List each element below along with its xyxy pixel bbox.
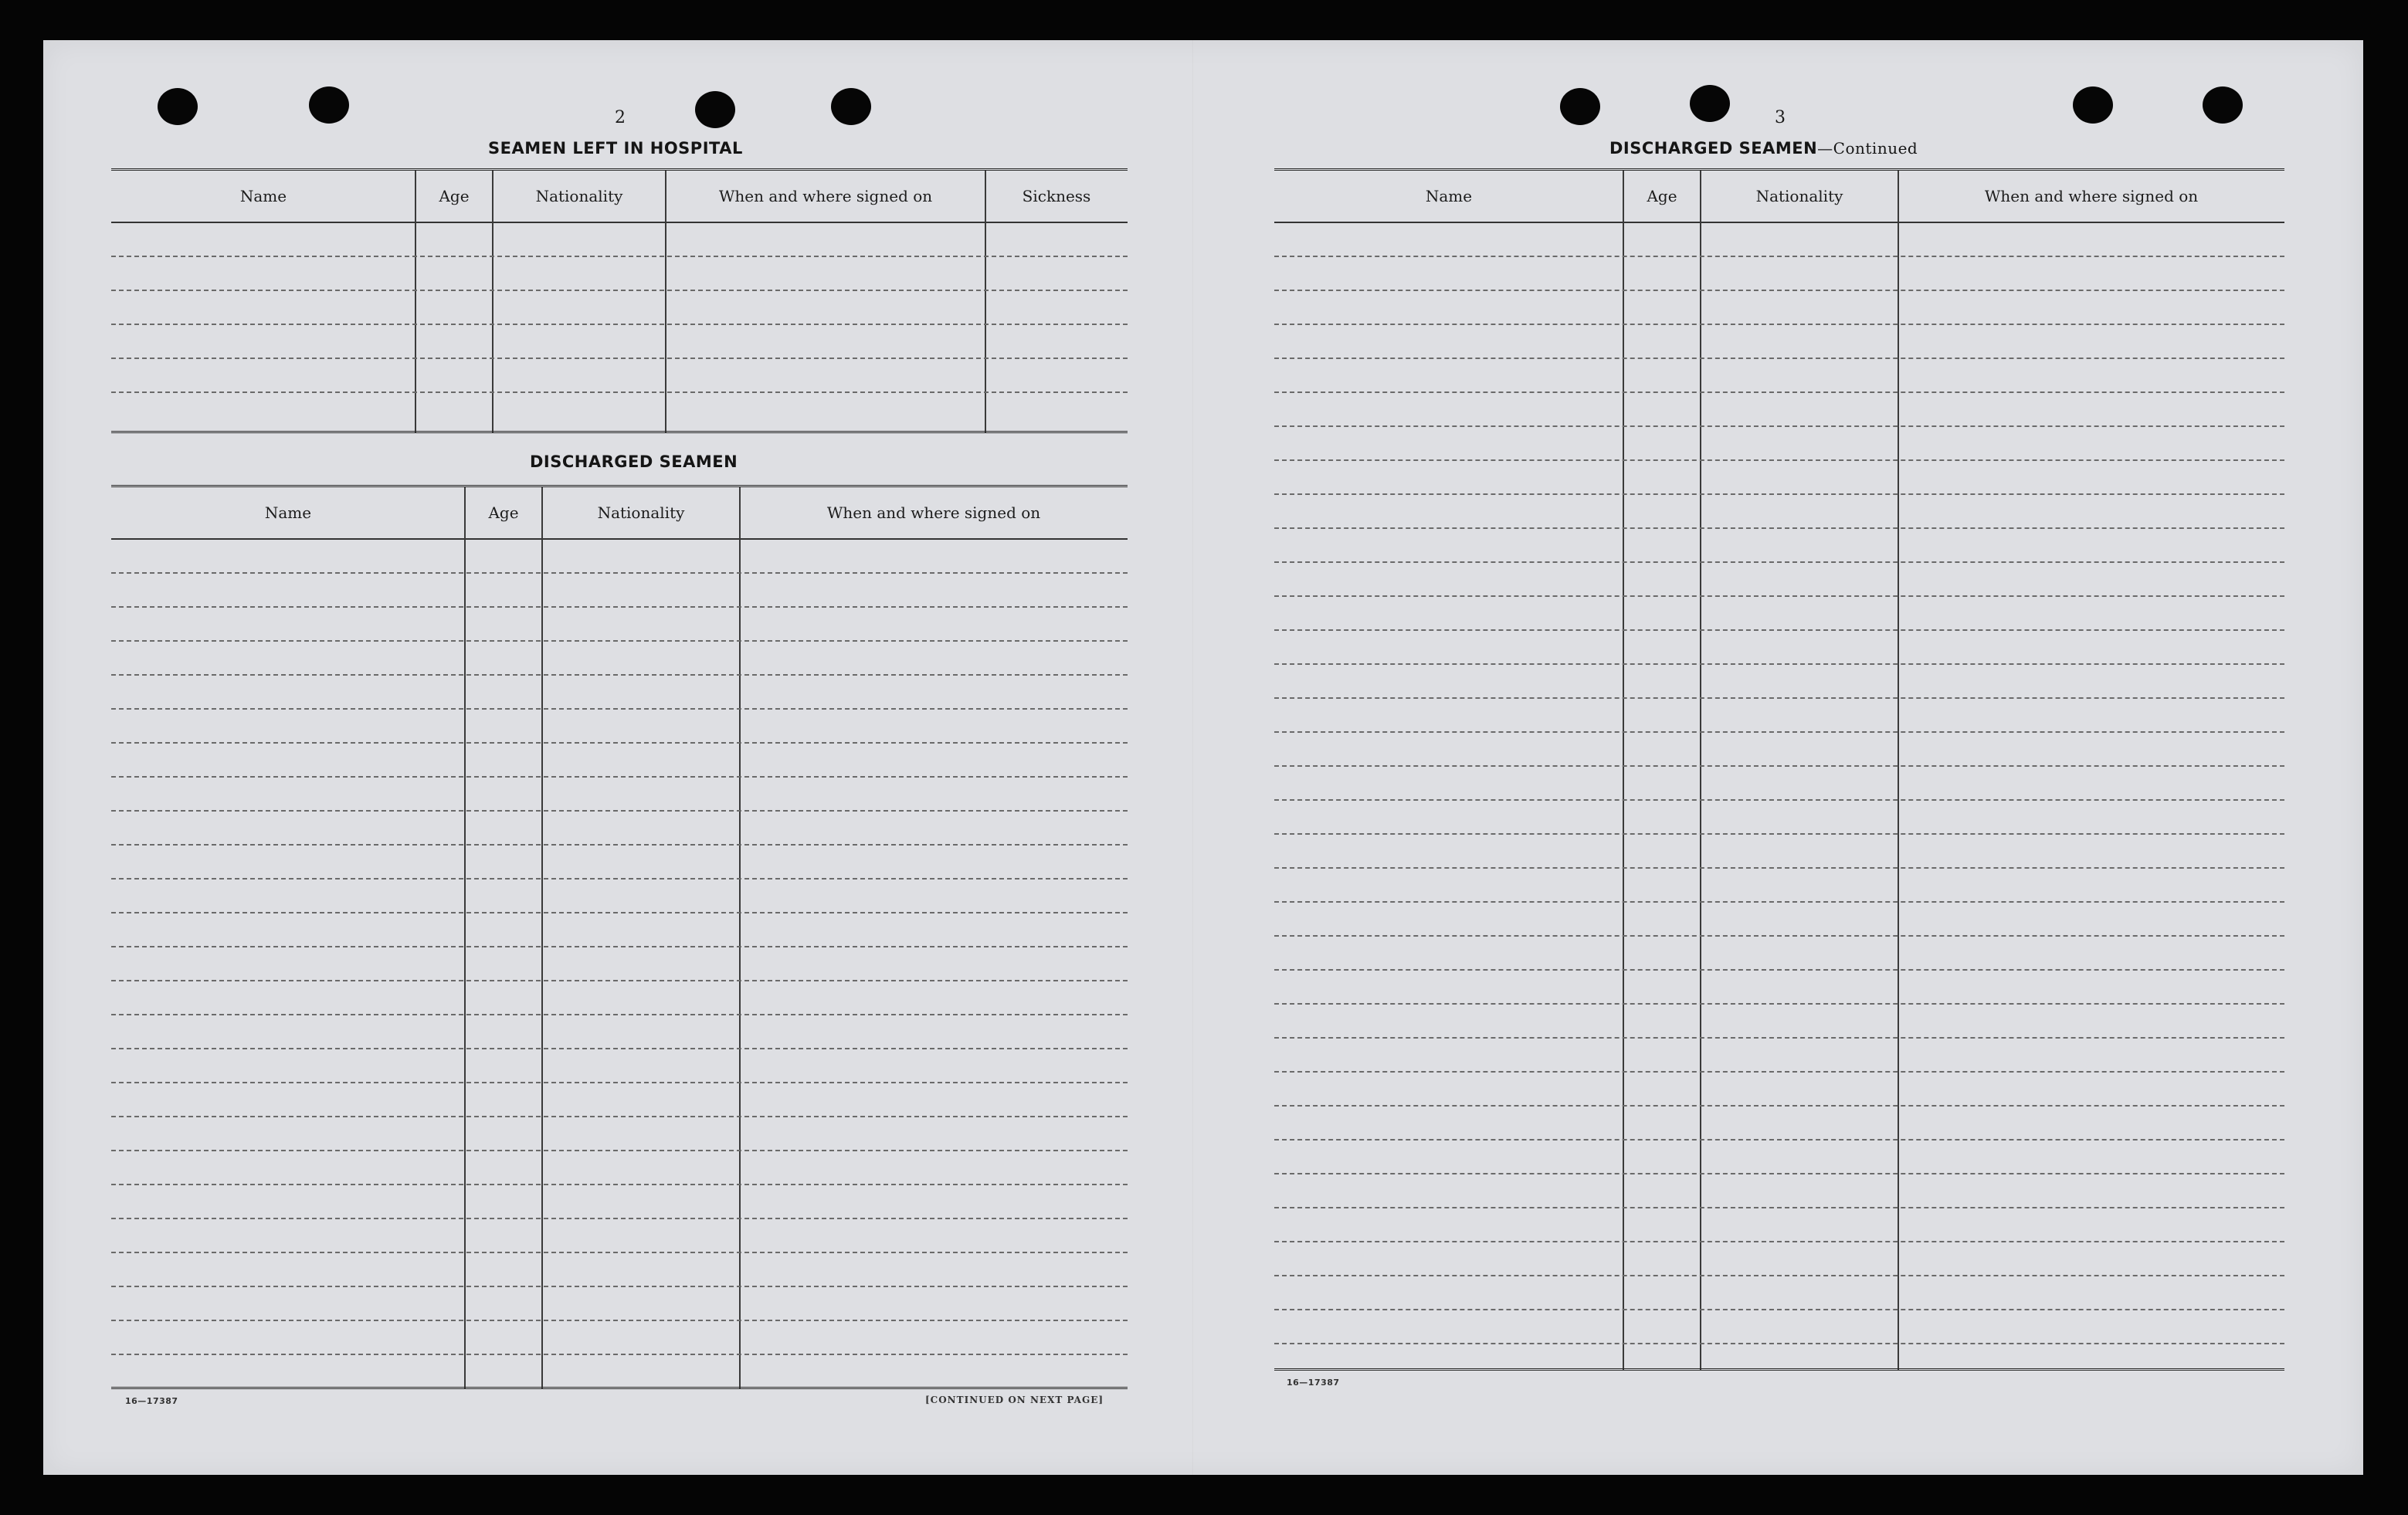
discharged-table-left (111, 485, 1128, 1389)
col-header-sickness: Sickness (1022, 187, 1091, 205)
punch-hole (695, 91, 735, 128)
col-header-signed-on: When and where signed on (1984, 187, 2199, 205)
hospital-table (111, 168, 1128, 433)
punch-hole (1560, 88, 1600, 125)
col-header-nationality: Nationality (535, 187, 623, 205)
discharged-continued-title (1609, 139, 1918, 158)
form-number-left: 16—17387 (125, 1396, 178, 1406)
col-header-signed-on: When and where signed on (826, 503, 1041, 522)
col-header-age: Age (488, 503, 519, 522)
punch-hole (158, 88, 198, 125)
punch-hole (2203, 86, 2243, 124)
discharged-section-title: DISCHARGED SEAMEN (530, 452, 738, 471)
punch-hole (2073, 86, 2113, 124)
discharged-continued-title-main: DISCHARGED SEAMEN (1609, 139, 1818, 158)
form-number-right: 16—17387 (1287, 1378, 1340, 1388)
continued-note: [CONTINUED ON NEXT PAGE] (925, 1395, 1104, 1405)
page-number-left: 2 (615, 108, 626, 127)
col-header-nationality: Nationality (597, 503, 685, 522)
punch-hole (309, 86, 349, 124)
hospital-section-title: SEAMEN LEFT IN HOSPITAL (488, 139, 743, 158)
center-fold (1192, 40, 1194, 1475)
punch-hole (1690, 85, 1730, 122)
col-header-age: Age (439, 187, 470, 205)
page-number-right: 3 (1775, 108, 1786, 127)
discharged-continued-suffix: —Continued (1817, 139, 1918, 158)
col-header-name: Name (1425, 187, 1473, 205)
discharged-table-right (1274, 168, 2284, 1371)
col-header-age: Age (1647, 187, 1677, 205)
col-header-name: Name (239, 187, 287, 205)
col-header-nationality: Nationality (1755, 187, 1843, 205)
col-header-name: Name (264, 503, 312, 522)
punch-hole (831, 88, 871, 125)
col-header-signed-on: When and where signed on (718, 187, 933, 205)
